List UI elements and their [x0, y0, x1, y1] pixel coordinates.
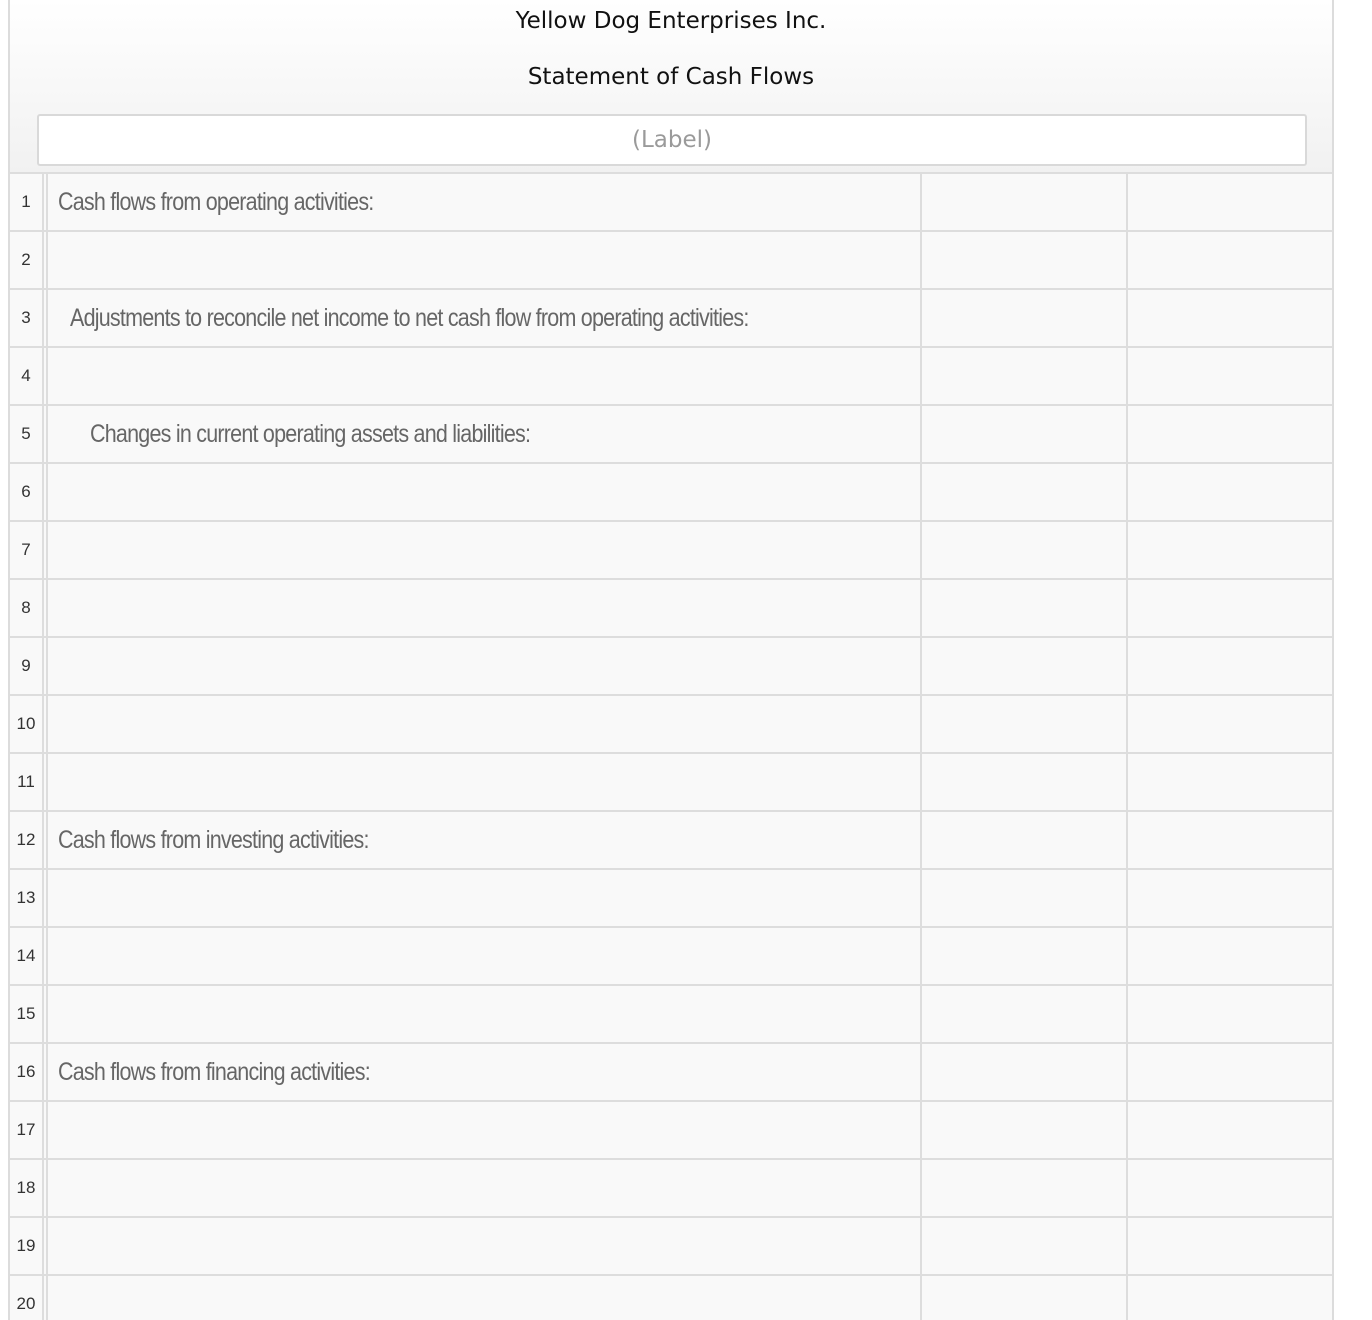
row-number: 4 [10, 348, 44, 404]
amount-cell-1[interactable] [922, 812, 1128, 868]
amount-cell-1[interactable] [922, 522, 1128, 578]
amount-cell-2[interactable] [1128, 1276, 1332, 1320]
table-row [10, 810, 1332, 868]
description-text: Cash flows from operating activities: [58, 188, 374, 216]
amount-cell-1[interactable] [922, 754, 1128, 810]
description-cell[interactable] [46, 580, 922, 636]
amount-cell-2[interactable] [1128, 812, 1332, 868]
row-number: 8 [10, 580, 44, 636]
row-number: 5 [10, 406, 44, 462]
description-cell[interactable] [46, 464, 922, 520]
amount-cell-1[interactable] [922, 464, 1128, 520]
amount-cell-1[interactable] [922, 1160, 1128, 1216]
row-number: 1 [10, 174, 44, 230]
amount-cell-2[interactable] [1128, 696, 1332, 752]
description-text: Cash flows from financing activities: [58, 1058, 370, 1086]
description-cell[interactable] [46, 1044, 922, 1100]
table-row [10, 694, 1332, 752]
amount-cell-2[interactable] [1128, 522, 1332, 578]
statement-table [10, 172, 1332, 1320]
row-number: 16 [10, 1044, 44, 1100]
description-cell[interactable] [46, 348, 922, 404]
table-row [10, 578, 1332, 636]
description-cell[interactable] [46, 1276, 922, 1320]
amount-cell-2[interactable] [1128, 174, 1332, 230]
amount-cell-1[interactable] [922, 638, 1128, 694]
row-number: 20 [10, 1276, 44, 1320]
table-row [10, 1158, 1332, 1216]
row-number: 17 [10, 1102, 44, 1158]
amount-cell-2[interactable] [1128, 1160, 1332, 1216]
row-number: 9 [10, 638, 44, 694]
description-cell[interactable] [46, 174, 922, 230]
amount-cell-1[interactable] [922, 986, 1128, 1042]
statement-title: Statement of Cash Flows [527, 64, 815, 90]
description-text: Cash flows from investing activities: [58, 826, 369, 854]
description-cell[interactable] [46, 928, 922, 984]
amount-cell-2[interactable] [1128, 754, 1332, 810]
amount-cell-2[interactable] [1128, 638, 1332, 694]
amount-cell-1[interactable] [922, 1218, 1128, 1274]
amount-cell-2[interactable] [1128, 1218, 1332, 1274]
table-row [10, 926, 1332, 984]
amount-cell-1[interactable] [922, 232, 1128, 288]
table-row [10, 520, 1332, 578]
table-row [10, 1042, 1332, 1100]
description-cell[interactable] [46, 870, 922, 926]
table-row [10, 346, 1332, 404]
description-cell[interactable] [46, 522, 922, 578]
row-number: 12 [10, 812, 44, 868]
row-number: 14 [10, 928, 44, 984]
amount-cell-2[interactable] [1128, 580, 1332, 636]
row-number: 11 [10, 754, 44, 810]
row-number: 3 [10, 290, 44, 346]
amount-cell-2[interactable] [1128, 232, 1332, 288]
table-row [10, 172, 1332, 230]
table-row [10, 636, 1332, 694]
row-number: 19 [10, 1218, 44, 1274]
description-cell[interactable] [46, 1218, 922, 1274]
amount-cell-2[interactable] [1128, 870, 1332, 926]
table-row [10, 230, 1332, 288]
amount-cell-1[interactable] [922, 406, 1128, 462]
description-text: Changes in current operating assets and liabilities: [90, 420, 531, 448]
amount-cell-1[interactable] [922, 580, 1128, 636]
amount-cell-1[interactable] [922, 696, 1128, 752]
amount-cell-2[interactable] [1128, 406, 1332, 462]
description-cell[interactable] [46, 1160, 922, 1216]
description-cell[interactable] [46, 754, 922, 810]
amount-cell-2[interactable] [1128, 1044, 1332, 1100]
description-text: Adjustments to reconcile net income to net cash flow from operating activities: [70, 304, 749, 332]
description-cell[interactable] [46, 1102, 922, 1158]
row-number: 10 [10, 696, 44, 752]
amount-cell-1[interactable] [922, 1102, 1128, 1158]
amount-cell-2[interactable] [1128, 928, 1332, 984]
row-number: 13 [10, 870, 44, 926]
row-number: 18 [10, 1160, 44, 1216]
label-input[interactable] [37, 114, 1307, 166]
amount-cell-1[interactable] [922, 348, 1128, 404]
table-row [10, 868, 1332, 926]
description-cell[interactable] [46, 696, 922, 752]
amount-cell-2[interactable] [1128, 1102, 1332, 1158]
table-row [10, 1216, 1332, 1274]
description-cell[interactable] [46, 638, 922, 694]
amount-cell-1[interactable] [922, 290, 1128, 346]
company-name: Yellow Dog Enterprises Inc. [515, 8, 827, 34]
row-number: 6 [10, 464, 44, 520]
statement-header [10, 0, 1332, 172]
row-number: 15 [10, 986, 44, 1042]
description-cell[interactable] [46, 406, 922, 462]
amount-cell-1[interactable] [922, 928, 1128, 984]
amount-cell-2[interactable] [1128, 986, 1332, 1042]
table-row [10, 462, 1332, 520]
amount-cell-1[interactable] [922, 1276, 1128, 1320]
table-row [10, 404, 1332, 462]
amount-cell-2[interactable] [1128, 348, 1332, 404]
table-row [10, 984, 1332, 1042]
amount-cell-1[interactable] [922, 870, 1128, 926]
description-cell[interactable] [46, 986, 922, 1042]
description-cell[interactable] [46, 290, 922, 346]
cash-flow-worksheet [8, 0, 1334, 1320]
row-number: 7 [10, 522, 44, 578]
table-row [10, 1274, 1332, 1320]
amount-cell-2[interactable] [1128, 290, 1332, 346]
row-number: 2 [10, 232, 44, 288]
description-cell[interactable] [46, 232, 922, 288]
amount-cell-2[interactable] [1128, 464, 1332, 520]
table-row [10, 1100, 1332, 1158]
amount-cell-1[interactable] [922, 174, 1128, 230]
amount-cell-1[interactable] [922, 1044, 1128, 1100]
table-row [10, 752, 1332, 810]
description-cell[interactable] [46, 812, 922, 868]
table-row [10, 288, 1332, 346]
